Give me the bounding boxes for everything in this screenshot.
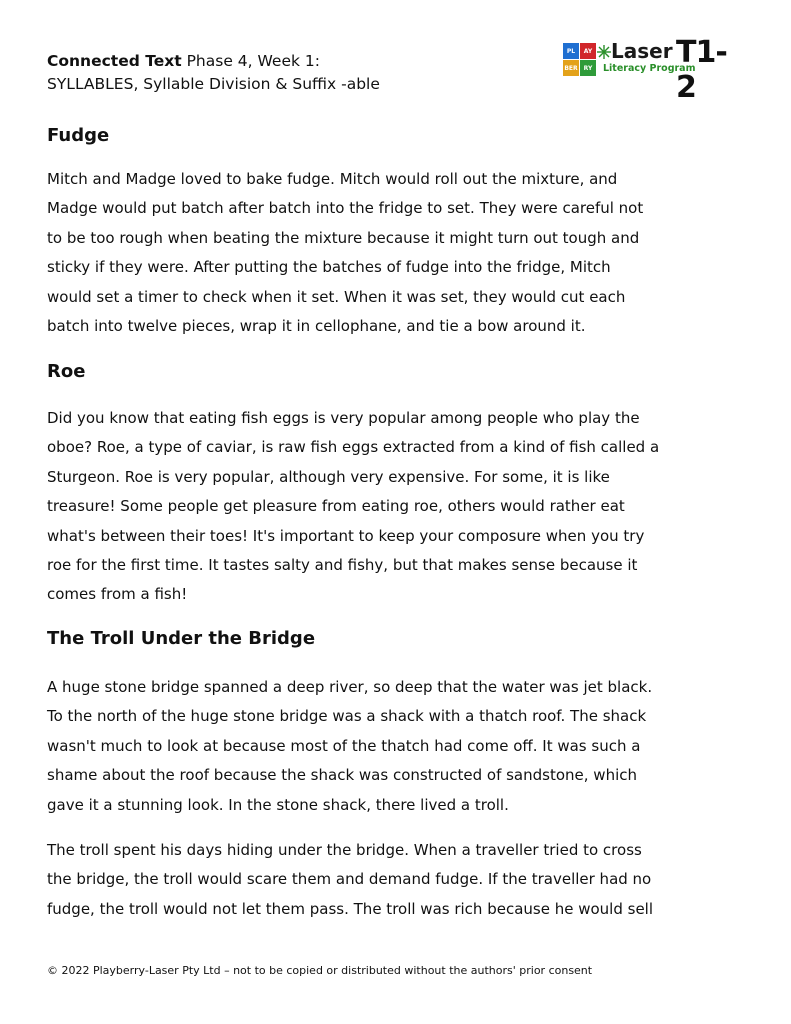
text-line: Did you know that eating fish eggs is very popular among people who play the	[47, 409, 640, 427]
fudge-paragraph	[47, 165, 757, 341]
text-line: To the north of the huge stone bridge was a shack with a thatch roof. The shack	[47, 707, 647, 726]
laser-burst-icon	[597, 45, 611, 59]
text-line: to be too rough when beating the mixture because it might turn out tough and	[47, 228, 640, 247]
text-line: fudge, the troll would not let them pass. The troll was rich because he would sell	[47, 899, 654, 918]
header-label: Connected Text	[47, 52, 182, 70]
header-line-1	[47, 50, 380, 73]
section-title-troll: The Troll Under the Bridge	[47, 628, 316, 649]
laser-logo	[563, 35, 745, 105]
text-line: what's between their toes! It's important to keep your composure when you try	[47, 526, 645, 545]
text-line: oboe? Roe, a type of caviar, is raw fish eggs extracted from a kind of fish called a	[47, 438, 660, 457]
text-line: gave it a stunning look. In the stone shack, there lived a troll.	[47, 795, 509, 814]
logo-tile-pl: PL	[563, 43, 579, 59]
logo-tile-ber: BER	[563, 60, 579, 76]
logo-level: T1-2	[676, 35, 727, 105]
text-line: Sturgeon. Roe is very popular, although very expensive. For some, it is like	[47, 467, 610, 486]
text-line: would set a timer to check when it set. When it was set, they would cut each	[47, 287, 626, 306]
text-line: shame about the roof because the shack was constructed of sandstone, which	[47, 766, 637, 785]
troll-paragraph-2	[47, 836, 757, 924]
section-title-roe: Roe	[47, 361, 86, 382]
text-line: Madge would put batch after batch into the fridge to set. They were careful not	[47, 199, 644, 218]
worksheet-header	[47, 50, 380, 96]
playberry-tiles-icon	[563, 43, 596, 76]
troll-paragraph-1	[47, 673, 757, 820]
text-line: roe for the first time. It tastes salty and fishy, but that makes sense because it	[47, 556, 638, 575]
roe-paragraph	[47, 404, 757, 610]
text-line: sticky if they were. After putting the batches of fudge into the fridge, Mitch	[47, 258, 611, 277]
text-line: Mitch and Madge loved to bake fudge. Mitch would roll out the mixture, and	[47, 170, 618, 188]
text-line: the bridge, the troll would scare them and demand fudge. If the traveller had no	[47, 870, 652, 889]
text-line: comes from a fish!	[47, 585, 188, 604]
copyright-footer: © 2022 Playberry-Laser Pty Ltd – not to be copied or distributed without the authors' prior consent	[47, 964, 593, 977]
text-line: batch into twelve pieces, wrap it in cellophane, and tie a bow around it.	[47, 317, 586, 336]
header-subtitle: SYLLABLES, Syllable Division & Suffix -able	[47, 75, 380, 93]
header-phase-week: Phase 4, Week 1:	[181, 52, 320, 70]
logo-tile-ay: AY	[580, 43, 596, 59]
section-title-fudge: Fudge	[47, 125, 110, 146]
text-line: The troll spent his days hiding under the bridge. When a traveller tried to cross	[47, 841, 642, 859]
logo-word: Laser	[611, 39, 673, 63]
logo-tile-ry: RY	[580, 60, 596, 76]
logo-subtitle: Literacy Program	[603, 63, 696, 74]
text-line: A huge stone bridge spanned a deep river, so deep that the water was jet black.	[47, 678, 653, 696]
text-line: wasn't much to look at because most of the thatch had come off. It was such a	[47, 736, 641, 755]
text-line: treasure! Some people get pleasure from eating roe, others would rather eat	[47, 497, 625, 516]
